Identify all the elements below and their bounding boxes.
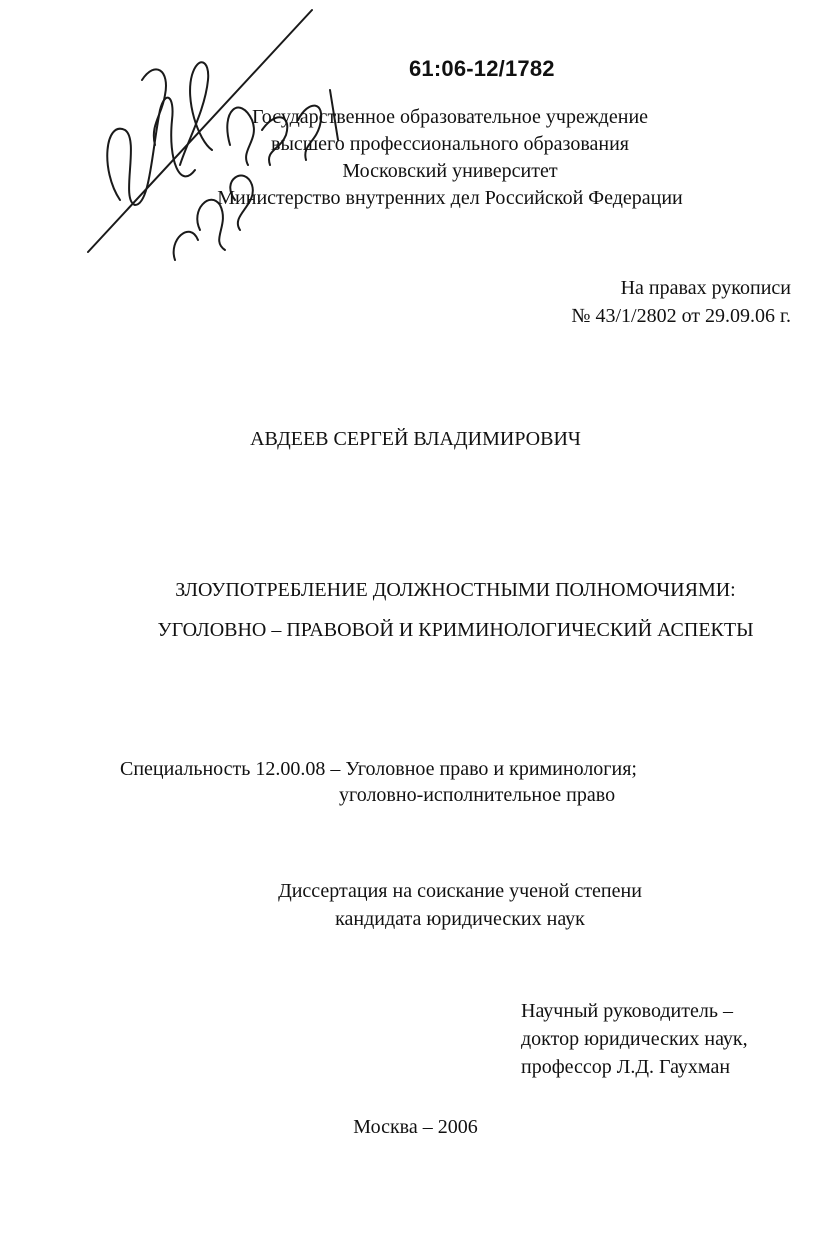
supervisor-line-3: профессор Л.Д. Гаухман	[521, 1056, 731, 1078]
supervisor-line-1: Научный руководитель –	[521, 1000, 733, 1022]
manuscript-rights-block	[571, 274, 791, 330]
manuscript-number: № 43/1/2802 от 29.09.06 г.	[571, 305, 791, 327]
degree-line-2: кандидата юридических наук	[335, 908, 585, 930]
supervisor-block	[521, 997, 748, 1081]
manuscript-rights: На правах рукописи	[620, 277, 791, 299]
degree-statement	[200, 877, 720, 933]
institution-line-3: Московский университет	[342, 160, 558, 182]
institution-line-2: высшего профессионального образования	[271, 133, 629, 155]
author-name: АВДЕЕВ СЕРГЕЙ ВЛАДИМИРОВИЧ	[250, 428, 581, 450]
specialty-line-1: Специальность 12.00.08 – Уголовное право и криминология;	[120, 758, 637, 780]
institution-line-1: Государственное образовательное учреждение	[251, 106, 649, 128]
city-year: Москва – 2006	[353, 1116, 478, 1138]
institution-line-4: Министерство внутренних дел Российской Федерации	[217, 187, 683, 209]
title-line-1: ЗЛОУПОТРЕБЛЕНИЕ ДОЛЖНОСТНЫМИ ПОЛНОМОЧИЯМИ:	[175, 579, 736, 601]
institution-header	[200, 104, 700, 212]
dissertation-title	[40, 570, 831, 650]
specialty-line-2: уголовно-исполнительное право	[339, 784, 616, 806]
supervisor-line-2: доктор юридических наук,	[521, 1028, 748, 1050]
degree-line-1: Диссертация на соискание ученой степени	[278, 880, 642, 902]
document-code: 61:06-12/1782	[409, 56, 555, 81]
title-line-2: УГОЛОВНО – ПРАВОВОЙ И КРИМИНОЛОГИЧЕСКИЙ АСПЕКТЫ	[157, 619, 754, 641]
